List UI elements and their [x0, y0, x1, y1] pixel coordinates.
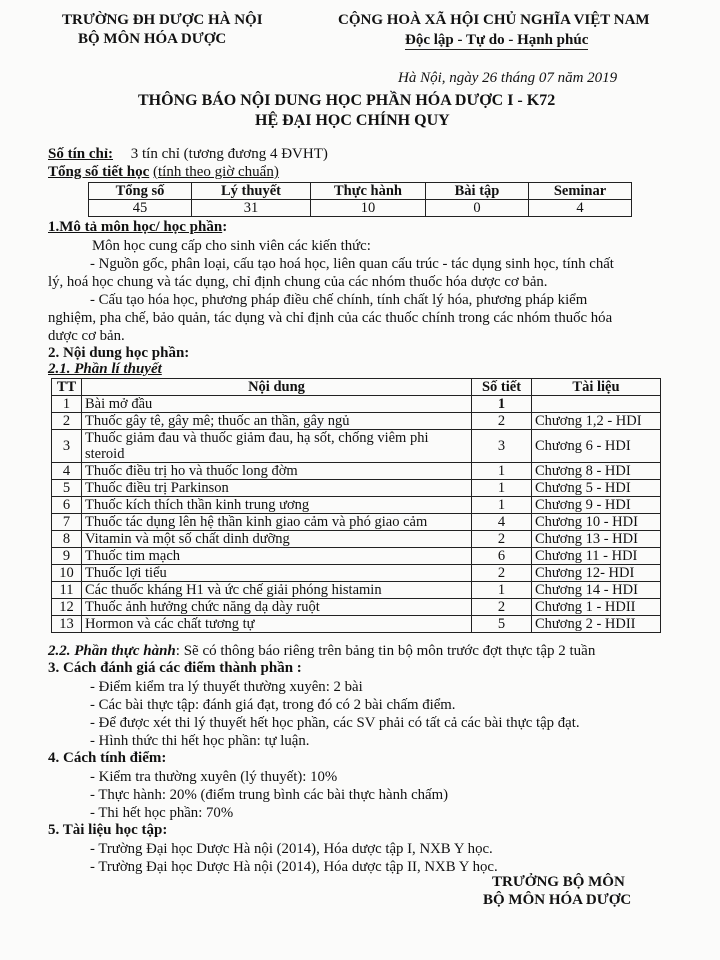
- national-motto: Độc lập - Tự do - Hạnh phúc: [405, 32, 589, 48]
- table-cell-content: Thuốc điều trị ho và thuốc long đờm: [82, 463, 472, 480]
- table-row: [52, 430, 661, 463]
- table-cell-tt: 13: [52, 616, 82, 633]
- section3-line: - Để được xét thi lý thuyết hết học phần, các SV phải có tất cả các bài thực tập đạt.: [90, 715, 580, 731]
- section1-line: Môn học cung cấp cho sinh viên các kiến thức:: [92, 238, 371, 254]
- section4-line: - Thi hết học phần: 70%: [90, 805, 234, 821]
- table-cell-content: Các thuốc kháng H1 và ức chế giải phóng histamin: [82, 582, 472, 599]
- hours-line: [48, 164, 279, 181]
- document-date: Hà Nội, ngày 26 tháng 07 năm 2019: [398, 70, 618, 86]
- table-header: Số tiết: [472, 379, 532, 396]
- table-cell-content: Thuốc điều trị Parkinson: [82, 480, 472, 497]
- document-subtitle: HỆ ĐẠI HỌC CHÍNH QUY: [255, 112, 450, 129]
- section3-line: - Điểm kiểm tra lý thuyết thường xuyên: 2 bài: [90, 679, 363, 695]
- table-cell: 4: [529, 200, 632, 217]
- credits-line: [48, 146, 328, 163]
- table-cell-tt: 6: [52, 497, 82, 514]
- section2-sub1: 2.1. Phần lí thuyết: [48, 361, 162, 377]
- credits-value: 3 tín chỉ (tương đương 4 ĐVHT): [130, 146, 328, 162]
- table-cell-tt: 9: [52, 548, 82, 565]
- table-row: [52, 548, 661, 565]
- table-header: Lý thuyết: [192, 183, 311, 200]
- table-cell-content: Thuốc tim mạch: [82, 548, 472, 565]
- table-header: Nội dung: [82, 379, 472, 396]
- section2-heading: 2. Nội dung học phần:: [48, 345, 190, 361]
- hours-table-header-row: [89, 183, 632, 200]
- table-row: [52, 599, 661, 616]
- table-cell-ref: Chương 2 - HDII: [532, 616, 661, 633]
- table-cell-ref: Chương 11 - HDI: [532, 548, 661, 565]
- department-name: BỘ MÔN HÓA DƯỢC: [78, 31, 227, 47]
- hours-label: Tổng số tiết học: [48, 164, 150, 180]
- table-cell-hours: 2: [472, 565, 532, 582]
- table-header: Tổng số: [89, 183, 192, 200]
- section4-line: - Thực hành: 20% (điểm trung bình các bài thực hành chấm): [90, 787, 449, 803]
- table-cell-ref: Chương 13 - HDI: [532, 531, 661, 548]
- section1-line: - Cấu tạo hóa học, phương pháp điều chế chính, tính chất lý hóa, phương pháp kiểm: [90, 292, 588, 308]
- section1-line: lý, hoá học chung và tác dụng, chỉ định chung của các nhóm thuốc hóa dược cơ bản.: [48, 274, 548, 290]
- section1-line: nghiệm, pha chế, bảo quản, tác dụng và chỉ định của các thuốc chính trong các nhóm thuốc hóa: [48, 310, 613, 326]
- hours-note: (tính theo giờ chuẩn): [153, 164, 279, 180]
- table-cell-ref: Chương 8 - HDI: [532, 463, 661, 480]
- table-cell-hours: 1: [472, 480, 532, 497]
- section1-line: - Nguồn gốc, phân loại, cấu tạo hoá học, liên quan cấu trúc - tác dụng sinh học, tính chất: [90, 256, 614, 272]
- section1-line: dược cơ bản.: [48, 328, 125, 344]
- table-cell-hours: 1: [472, 497, 532, 514]
- table-row: [52, 616, 661, 633]
- table-cell-tt: 8: [52, 531, 82, 548]
- table-cell-hours: 6: [472, 548, 532, 565]
- table-cell-ref: Chương 1,2 - HDI: [532, 413, 661, 430]
- table-cell-content: Vitamin và một số chất dinh dưỡng: [82, 531, 472, 548]
- table-cell-ref: Chương 6 - HDI: [532, 430, 661, 463]
- table-cell-tt: 4: [52, 463, 82, 480]
- credits-label: Số tín chỉ:: [48, 146, 114, 162]
- table-cell-hours: 2: [472, 599, 532, 616]
- hours-table: [88, 182, 632, 217]
- table-row: [52, 480, 661, 497]
- table-cell: 45: [89, 200, 192, 217]
- theory-table-body: [52, 396, 661, 633]
- section3-heading: 3. Cách đánh giá các điểm thành phần :: [48, 660, 302, 676]
- section3-line: - Các bài thực tập: đánh giá đạt, trong đó có 2 bài chấm điểm.: [90, 697, 456, 713]
- table-row: [52, 497, 661, 514]
- signature-department: BỘ MÔN HÓA DƯỢC: [483, 892, 632, 908]
- section2-sub2: [48, 643, 595, 660]
- document-title: THÔNG BÁO NỘI DUNG HỌC PHẦN HÓA DƯỢC I - K72: [138, 92, 556, 109]
- table-cell-hours: 4: [472, 514, 532, 531]
- table-header: Tài liệu: [532, 379, 661, 396]
- table-row: [52, 463, 661, 480]
- table-cell-content: Thuốc gây tê, gây mê; thuốc an thần, gây ngủ: [82, 413, 472, 430]
- hours-table-value-row: [89, 200, 632, 217]
- table-cell-content: Thuốc tác dụng lên hệ thần kinh giao cảm và phó giao cảm: [82, 514, 472, 531]
- table-cell: 0: [426, 200, 529, 217]
- table-cell-content: Thuốc giảm đau và thuốc giảm đau, hạ sốt, chống viêm phi steroid: [82, 430, 472, 463]
- section1-heading: [48, 219, 227, 236]
- section4-heading: 4. Cách tính điểm:: [48, 750, 167, 766]
- section2-sub2-label: 2.2. Phần thực hành: [48, 643, 176, 659]
- table-row: [52, 514, 661, 531]
- table-cell: 31: [192, 200, 311, 217]
- table-cell-tt: 5: [52, 480, 82, 497]
- theory-table-header-row: [52, 379, 661, 396]
- signature-title: TRƯỞNG BỘ MÔN: [492, 874, 625, 890]
- table-cell-content: Hormon và các chất tương tự: [82, 616, 472, 633]
- table-cell-ref: Chương 5 - HDI: [532, 480, 661, 497]
- table-cell-tt: 12: [52, 599, 82, 616]
- table-row: [52, 565, 661, 582]
- table-cell-hours: 2: [472, 413, 532, 430]
- table-cell-content: Thuốc kích thích thần kinh trung ương: [82, 497, 472, 514]
- table-cell-ref: Chương 14 - HDI: [532, 582, 661, 599]
- table-cell: 10: [311, 200, 426, 217]
- section5-line: - Trường Đại học Dược Hà nội (2014), Hóa dược tập II, NXB Y học.: [90, 859, 498, 875]
- section4-line: - Kiểm tra thường xuyên (lý thuyết): 10%: [90, 769, 338, 785]
- table-cell-ref: Chương 1 - HDII: [532, 599, 661, 616]
- national-title: CỘNG HOÀ XÃ HỘI CHỦ NGHĨA VIỆT NAM: [338, 12, 650, 28]
- section1-colon: :: [222, 219, 228, 235]
- table-cell-hours: 1: [472, 582, 532, 599]
- table-cell-hours: 2: [472, 531, 532, 548]
- school-name: TRƯỜNG ĐH DƯỢC HÀ NỘI: [62, 12, 263, 28]
- section1-heading-text: 1.Mô tả môn học/ học phần: [48, 219, 223, 235]
- section3-line: - Hình thức thi hết học phần: tự luận.: [90, 733, 310, 749]
- table-header: Thực hành: [311, 183, 426, 200]
- table-cell-ref: Chương 10 - HDI: [532, 514, 661, 531]
- table-header: Bài tập: [426, 183, 529, 200]
- table-row: [52, 413, 661, 430]
- table-header: TT: [52, 379, 82, 396]
- table-row: [52, 582, 661, 599]
- section5-heading: 5. Tài liệu học tập:: [48, 822, 168, 838]
- section2-sub2-text: : Sẽ có thông báo riêng trên bảng tin bộ môn trước đợt thực tập 2 tuần: [175, 643, 596, 659]
- table-cell-content: Bài mở đầu: [82, 396, 472, 413]
- table-cell-tt: 1: [52, 396, 82, 413]
- table-cell-tt: 10: [52, 565, 82, 582]
- table-cell-hours: 1: [472, 463, 532, 480]
- table-cell-ref: Chương 9 - HDI: [532, 497, 661, 514]
- table-cell-hours: 1: [472, 396, 532, 413]
- table-row: [52, 396, 661, 413]
- table-cell-tt: 7: [52, 514, 82, 531]
- table-cell-tt: 2: [52, 413, 82, 430]
- table-cell-tt: 3: [52, 430, 82, 463]
- table-cell-content: Thuốc lợi tiểu: [82, 565, 472, 582]
- table-cell-content: Thuốc ảnh hưởng chức năng dạ dày ruột: [82, 599, 472, 616]
- theory-table: [51, 378, 661, 633]
- table-cell-hours: 3: [472, 430, 532, 463]
- table-header: Seminar: [529, 183, 632, 200]
- table-row: [52, 531, 661, 548]
- section5-line: - Trường Đại học Dược Hà nội (2014), Hóa dược tập I, NXB Y học.: [90, 841, 493, 857]
- table-cell-ref: Chương 12- HDI: [532, 565, 661, 582]
- table-cell-hours: 5: [472, 616, 532, 633]
- table-cell-ref: [532, 396, 661, 413]
- table-cell-tt: 11: [52, 582, 82, 599]
